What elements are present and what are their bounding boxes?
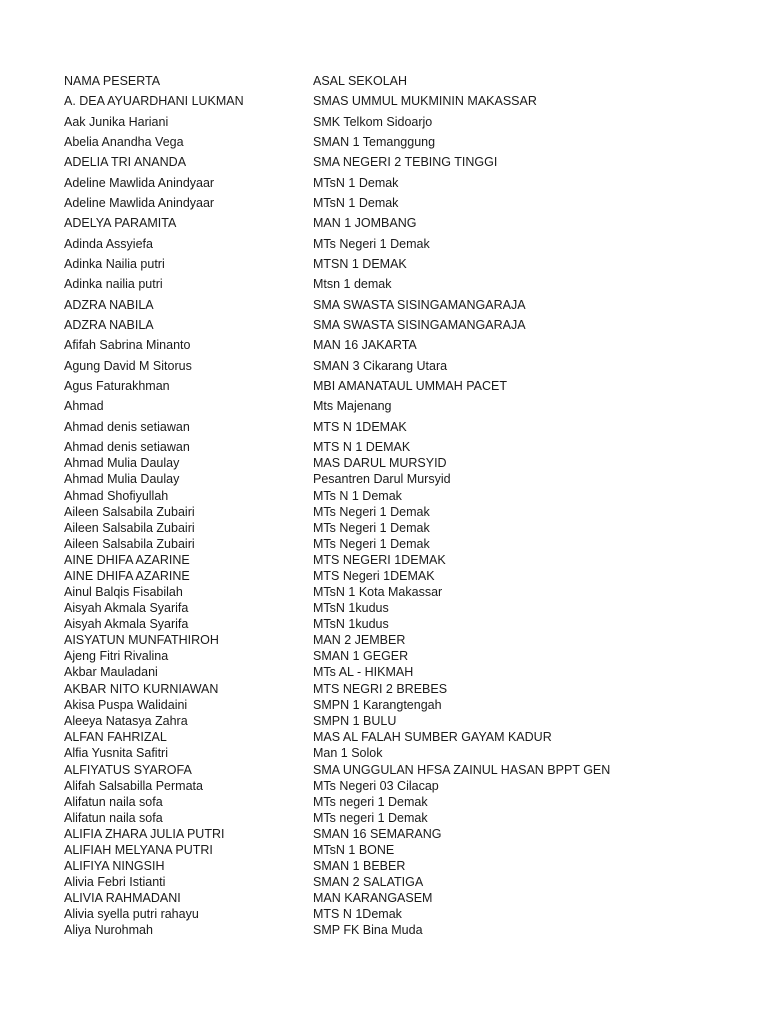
table-row [0, 906, 768, 922]
table-row [0, 378, 768, 394]
participant-name: A. DEA AYUARDHANI LUKMAN [64, 94, 244, 108]
school-name: MTsN 1kudus [313, 601, 389, 615]
school-name: SMA SWASTA SISINGAMANGARAJA [313, 318, 526, 332]
school-name: SMAN 3 Cikarang Utara [313, 359, 448, 373]
participant-name: Ahmad denis setiawan [64, 420, 190, 434]
school-name: MBI AMANATAUL UMMAH PACET [313, 379, 508, 393]
school-name: MTs Negeri 1 Demak [313, 521, 430, 535]
table-row [0, 276, 768, 292]
participant-name: Aileen Salsabila Zubairi [64, 521, 195, 535]
participant-name: Adeline Mawlida Anindyaar [64, 196, 215, 210]
participant-name: ADZRA NABILA [64, 298, 154, 312]
school-name: MTs AL - HIKMAH [313, 665, 414, 679]
table-row [0, 455, 768, 471]
table-row [0, 134, 768, 150]
table-row [0, 520, 768, 536]
table-row [0, 697, 768, 713]
participant-name: ALIFIYA NINGSIH [64, 859, 165, 873]
participant-name: Aisyah Akmala Syarifa [64, 601, 189, 615]
participant-name: Alifatun naila sofa [64, 811, 163, 825]
table-row [0, 337, 768, 353]
table-row [0, 794, 768, 810]
school-name: SMA SWASTA SISINGAMANGARAJA [313, 298, 526, 312]
table-row [0, 552, 768, 568]
table-row [0, 616, 768, 632]
table-row [0, 842, 768, 858]
participant-name: Aak Junika Hariani [64, 115, 169, 129]
table-row [0, 419, 768, 435]
school-name: SMPN 1 Karangtengah [313, 698, 442, 712]
table-row [0, 858, 768, 874]
table-row [0, 297, 768, 313]
table-row [0, 256, 768, 272]
participant-name: AISYATUN MUNFATHIROH [64, 633, 219, 647]
table-row [0, 729, 768, 745]
table-row [0, 439, 768, 455]
school-name: MTsN 1 BONE [313, 843, 395, 857]
table-row [0, 874, 768, 890]
table-row [0, 648, 768, 664]
table-row [0, 778, 768, 794]
table-row [0, 664, 768, 680]
participant-name: Afifah Sabrina Minanto [64, 338, 191, 352]
table-row [0, 236, 768, 252]
school-name: Mtsn 1 demak [313, 277, 392, 291]
table-row [0, 471, 768, 487]
table-row [0, 632, 768, 648]
table-row [0, 922, 768, 938]
participant-name: Akisa Puspa Walidaini [64, 698, 188, 712]
school-name: SMA NEGERI 2 TEBING TINGGI [313, 155, 498, 169]
school-name: MAS AL FALAH SUMBER GAYAM KADUR [313, 730, 552, 744]
school-name: SMPN 1 BULU [313, 714, 397, 728]
participant-name: ALIFIAH MELYANA PUTRI [64, 843, 213, 857]
school-name: SMAN 2 SALATIGA [313, 875, 424, 889]
school-name: MTS NEGERI 1DEMAK [313, 553, 446, 567]
school-name: SMK Telkom Sidoarjo [313, 115, 433, 129]
column-header-name: NAMA PESERTA [64, 74, 161, 88]
school-name: MTs Negeri 1 Demak [313, 237, 430, 251]
participant-name: Ainul Balqis Fisabilah [64, 585, 183, 599]
participant-name: Aileen Salsabila Zubairi [64, 505, 195, 519]
participant-name: ADELYA PARAMITA [64, 216, 177, 230]
school-name: MAN 16 JAKARTA [313, 338, 417, 352]
participant-name: Adinka Nailia putri [64, 257, 165, 271]
school-name: SMP FK Bina Muda [313, 923, 423, 937]
school-name: MTs Negeri 03 Cilacap [313, 779, 439, 793]
participant-name: Aisyah Akmala Syarifa [64, 617, 189, 631]
school-name: MTsN 1 Kota Makassar [313, 585, 443, 599]
participant-name: Aleeya Natasya Zahra [64, 714, 188, 728]
table-row [0, 488, 768, 504]
table-row [0, 745, 768, 761]
school-name: Mts Majenang [313, 399, 392, 413]
school-name: MTS NEGRI 2 BREBES [313, 682, 448, 696]
table-row [0, 568, 768, 584]
participant-name: ADZRA NABILA [64, 318, 154, 332]
table-row [0, 600, 768, 616]
school-name: SMAN 1 Temanggung [313, 135, 436, 149]
table-row [0, 114, 768, 130]
table-row [0, 358, 768, 374]
participant-name: Ahmad Shofiyullah [64, 489, 169, 503]
participant-name: Ahmad Mulia Daulay [64, 456, 180, 470]
participant-name: Ahmad denis setiawan [64, 440, 190, 454]
school-name: MTsN 1 Demak [313, 196, 399, 210]
school-name: MAN KARANGASEM [313, 891, 433, 905]
participant-name: Alifah Salsabilla Permata [64, 779, 203, 793]
table-row [0, 890, 768, 906]
participant-name: ALFAN FAHRIZAL [64, 730, 167, 744]
participant-name: Akbar Mauladani [64, 665, 158, 679]
participant-name: AKBAR NITO KURNIAWAN [64, 682, 219, 696]
school-name: MTs N 1 Demak [313, 489, 402, 503]
school-name: MTS N 1 DEMAK [313, 440, 411, 454]
school-name: MTS N 1DEMAK [313, 420, 407, 434]
participant-name: ALIVIA RAHMADANI [64, 891, 181, 905]
participant-name: Aileen Salsabila Zubairi [64, 537, 195, 551]
school-name: MTsN 1 Demak [313, 176, 399, 190]
participant-name: Adeline Mawlida Anindyaar [64, 176, 215, 190]
participant-name: Agus Faturakhman [64, 379, 170, 393]
participant-name: Alfia Yusnita Safitri [64, 746, 168, 760]
participant-name: ALIFIA ZHARA JULIA PUTRI [64, 827, 225, 841]
school-name: MTs Negeri 1 Demak [313, 537, 430, 551]
participant-name: Alifatun naila sofa [64, 795, 163, 809]
school-name: MAN 2 JEMBER [313, 633, 406, 647]
school-name: SMAN 1 GEGER [313, 649, 409, 663]
table-header-row [0, 73, 768, 89]
school-name: SMA UNGGULAN HFSA ZAINUL HASAN BPPT GEN [313, 763, 611, 777]
table-row [0, 826, 768, 842]
school-name: MAS DARUL MURSYID [313, 456, 447, 470]
participant-name: Adinda Assyiefa [64, 237, 153, 251]
table-row [0, 154, 768, 170]
participant-name: AINE DHIFA AZARINE [64, 569, 190, 583]
school-name: SMAN 16 SEMARANG [313, 827, 442, 841]
participant-name: Aliya Nurohmah [64, 923, 153, 937]
school-name: MTSN 1 DEMAK [313, 257, 407, 271]
school-name: MTsN 1kudus [313, 617, 389, 631]
school-name: MAN 1 JOMBANG [313, 216, 417, 230]
table-row [0, 93, 768, 109]
table-row [0, 195, 768, 211]
participant-name: Ahmad Mulia Daulay [64, 472, 180, 486]
participant-name: Agung David M Sitorus [64, 359, 192, 373]
table-row [0, 713, 768, 729]
table-row [0, 762, 768, 778]
school-name: SMAN 1 BEBER [313, 859, 406, 873]
table-row [0, 810, 768, 826]
participant-name: ADELIA TRI ANANDA [64, 155, 187, 169]
school-name: MTS Negeri 1DEMAK [313, 569, 435, 583]
school-name: SMAS UMMUL MUKMININ MAKASSAR [313, 94, 537, 108]
participant-name: AINE DHIFA AZARINE [64, 553, 190, 567]
table-row [0, 681, 768, 697]
school-name: Pesantren Darul Mursyid [313, 472, 451, 486]
participant-name: Abelia Anandha Vega [64, 135, 184, 149]
school-name: Man 1 Solok [313, 746, 383, 760]
table-row [0, 175, 768, 191]
school-name: MTs negeri 1 Demak [313, 811, 428, 825]
school-name: MTS N 1Demak [313, 907, 402, 921]
table-row [0, 317, 768, 333]
school-name: MTs Negeri 1 Demak [313, 505, 430, 519]
participant-name: ALFIYATUS SYAROFA [64, 763, 192, 777]
table-row [0, 504, 768, 520]
table-row [0, 584, 768, 600]
participant-name: Adinka nailia putri [64, 277, 163, 291]
participant-name: Ajeng Fitri Rivalina [64, 649, 169, 663]
school-name: MTs negeri 1 Demak [313, 795, 428, 809]
table-row [0, 398, 768, 414]
column-header-school: ASAL SEKOLAH [313, 74, 408, 88]
table-row [0, 215, 768, 231]
participant-name: Ahmad [64, 399, 104, 413]
participant-name: Alivia syella putri rahayu [64, 907, 199, 921]
table-row [0, 536, 768, 552]
participant-name: Alivia Febri Istianti [64, 875, 166, 889]
